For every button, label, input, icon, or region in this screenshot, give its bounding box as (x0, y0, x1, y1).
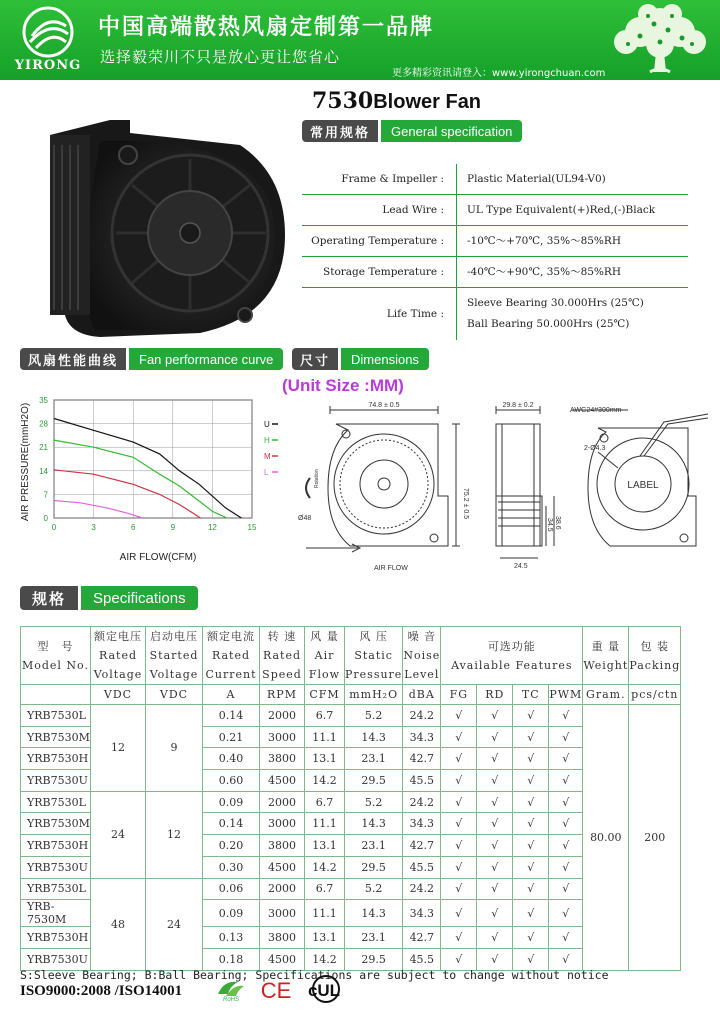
cell-feature-check: √ (441, 748, 477, 770)
dim-hub-label: Ø48 (298, 515, 312, 522)
cell-feature-check: √ (549, 770, 583, 792)
cell-air-flow: 13.1 (305, 927, 345, 949)
cell-rated-speed: 3000 (260, 900, 305, 927)
cell-air-flow: 6.7 (305, 705, 345, 727)
cell-rated-speed: 2000 (260, 791, 305, 813)
specifications-heading (20, 586, 198, 610)
cell-static-pressure: 29.5 (345, 948, 403, 970)
general-spec-heading-en: General specification (381, 120, 522, 142)
cell-feature-check: √ (549, 748, 583, 770)
cell-model: YRB7530U (21, 770, 91, 792)
chart-x-axis-label: AIR FLOW(CFM) (119, 552, 197, 563)
cell-feature-check: √ (441, 705, 477, 727)
cell-feature-check: √ (477, 835, 513, 857)
cell-static-pressure: 14.3 (345, 726, 403, 748)
cell-rated-current: 0.40 (203, 748, 260, 770)
iso-certification: ISO9000:2008 /ISO14001 (20, 983, 183, 999)
spec-value-sleeve: Sleeve Bearing 30.000Hrs (25℃) (467, 297, 644, 309)
cell-rated-current: 0.09 (203, 791, 260, 813)
unit-cell: RPM (260, 685, 305, 705)
cell-rated-voltage: 24 (91, 791, 146, 878)
general-spec-heading-cn: 常用规格 (302, 120, 378, 142)
chart-x-tick-label: 12 (207, 523, 217, 532)
cell-rated-current: 0.14 (203, 813, 260, 835)
cell-feature-check: √ (549, 856, 583, 878)
cell-feature-check: √ (477, 856, 513, 878)
cell-rated-speed: 3800 (260, 835, 305, 857)
chart-grid (54, 400, 252, 518)
cell-air-flow: 13.1 (305, 835, 345, 857)
cell-feature-check: √ (477, 900, 513, 927)
cell-started-voltage: 12 (146, 791, 203, 878)
cell-feature-check: √ (513, 927, 549, 949)
cell-packing: 200 (629, 705, 681, 971)
cell-noise-level: 34.3 (403, 900, 441, 927)
spec-label: Life Time : (302, 288, 457, 340)
cell-feature-check: √ (513, 705, 549, 727)
cell-static-pressure: 5.2 (345, 705, 403, 727)
cell-rated-voltage: 12 (91, 705, 146, 792)
rohs-logo (214, 976, 248, 1002)
cell-feature-check: √ (477, 770, 513, 792)
spec-value-ball: Ball Bearing 50.000Hrs (25℃) (467, 318, 630, 330)
chart-y-tick-label: 35 (39, 396, 48, 405)
cell-feature-check: √ (477, 878, 513, 900)
fan-curve-heading-cn: 风扇性能曲线 (20, 348, 126, 370)
cell-static-pressure: 5.2 (345, 878, 403, 900)
cell-feature-check: √ (513, 856, 549, 878)
cell-static-pressure: 29.5 (345, 856, 403, 878)
cell-air-flow: 6.7 (305, 791, 345, 813)
svg-text:CE: CE (260, 978, 292, 1002)
cell-rated-current: 0.20 (203, 835, 260, 857)
cell-feature-check: √ (441, 948, 477, 970)
cell-model: YRB7530H (21, 748, 91, 770)
cell-noise-level: 34.3 (403, 813, 441, 835)
chart-series-line-L (54, 501, 142, 519)
cell-model: YRB7530L (21, 791, 91, 813)
general-spec-list (302, 164, 688, 340)
chart-y-tick-label: 14 (39, 466, 48, 476)
cell-feature-check: √ (513, 835, 549, 857)
chart-y-axis-label: AIR PRESSURE(mmH2O) (20, 402, 31, 522)
cell-feature-check: √ (549, 927, 583, 949)
general-spec-heading (302, 120, 522, 142)
rotation-label: Rotation (314, 469, 320, 488)
fan-curve-heading (20, 348, 283, 370)
table-header-row (21, 627, 681, 685)
cell-air-flow: 6.7 (305, 878, 345, 900)
chart-legend (264, 420, 278, 477)
unit-cell: Gram. (583, 685, 629, 705)
dim-height-label: 75.2 ± 0.5 (462, 488, 469, 520)
chart-ticks (39, 396, 257, 532)
unit-cell: mmH₂O (345, 685, 403, 705)
header-weight: 重 量 Weight (583, 627, 629, 685)
chart-legend-label: L (264, 468, 269, 477)
cell-static-pressure: 5.2 (345, 791, 403, 813)
cell-rated-speed: 3000 (260, 813, 305, 835)
cell-feature-check: √ (513, 726, 549, 748)
title-product-name: Blower Fan (373, 91, 482, 113)
unit-cell: pcs/ctn (629, 685, 681, 705)
cell-rated-speed: 2000 (260, 705, 305, 727)
spec-row-frame (302, 164, 688, 195)
table-row (21, 878, 681, 900)
cell-feature-check: √ (513, 748, 549, 770)
cell-feature-check: √ (549, 948, 583, 970)
cell-model: YRB7530U (21, 856, 91, 878)
cell-noise-level: 24.2 (403, 878, 441, 900)
yirong-logo-icon (22, 6, 74, 58)
dimension-drawing (288, 398, 718, 574)
svg-text:RoHS: RoHS (222, 997, 240, 1002)
cell-noise-level: 24.2 (403, 705, 441, 727)
cell-weight: 80.00 (583, 705, 629, 971)
blower-fan-photo (40, 115, 290, 340)
cell-rated-speed: 2000 (260, 878, 305, 900)
cell-rated-current: 0.06 (203, 878, 260, 900)
cell-rated-speed: 3800 (260, 748, 305, 770)
spec-label: Operating Temperature : (302, 226, 457, 256)
header-noise-level: 噪 音 Noise Level (403, 627, 441, 685)
chart-x-tick-label: 9 (170, 523, 176, 532)
cell-model: YRB7530U (21, 948, 91, 970)
table-units-row (21, 685, 681, 705)
unit-cell: dBA (403, 685, 441, 705)
dimensions-heading (292, 348, 429, 370)
cell-rated-speed: 4500 (260, 770, 305, 792)
tree-icon (604, 0, 716, 78)
spec-row-storage-temp (302, 257, 688, 288)
cell-feature-check: √ (441, 927, 477, 949)
cell-feature-check: √ (441, 900, 477, 927)
cell-feature-check: √ (549, 705, 583, 727)
chart-legend-label: M (264, 452, 271, 461)
unit-cell: VDC (146, 685, 203, 705)
dim-outlet-w-label: 24.5 (514, 563, 528, 570)
spec-label: Storage Temperature : (302, 257, 457, 287)
cell-model: YRB7530L (21, 878, 91, 900)
cell-feature-check: √ (441, 791, 477, 813)
cell-air-flow: 14.2 (305, 856, 345, 878)
cell-feature-check: √ (477, 927, 513, 949)
spec-row-lead-wire (302, 195, 688, 226)
cell-rated-current: 0.13 (203, 927, 260, 949)
cell-feature-check: √ (513, 770, 549, 792)
cell-static-pressure: 23.1 (345, 835, 403, 857)
cell-model: YRB7530H (21, 927, 91, 949)
cell-noise-level: 45.5 (403, 770, 441, 792)
dim-outlet-h1-label: 34.5 (546, 518, 553, 532)
cell-air-flow: 11.1 (305, 726, 345, 748)
chart-series-line-H (54, 440, 227, 518)
cell-rated-speed: 3800 (260, 927, 305, 949)
dim-outlet-h2-label: 38.6 (554, 516, 561, 530)
cell-model: YRB7530M (21, 813, 91, 835)
cell-noise-level: 34.3 (403, 726, 441, 748)
fan-performance-chart (18, 386, 280, 566)
unit-cell: RD (477, 685, 513, 705)
spec-label: Frame & Impeller : (302, 164, 457, 194)
cell-model: YRB7530L (21, 705, 91, 727)
side-view (496, 406, 554, 558)
spec-value: UL Type Equivalent(+)Red,(-)Black (467, 203, 656, 216)
spec-row-operating-temp (302, 226, 688, 257)
header-rated-voltage: 额定电压 Rated Voltage (91, 627, 146, 685)
cell-feature-check: √ (477, 726, 513, 748)
cell-air-flow: 14.2 (305, 948, 345, 970)
chart-legend-label: U (264, 420, 270, 429)
cell-model: YRB-7530M (21, 900, 91, 927)
cell-rated-current: 0.09 (203, 900, 260, 927)
chart-x-tick-label: 15 (247, 523, 257, 532)
spec-value: Plastic Material(UL94-V0) (467, 172, 606, 185)
header-packing: 包 装 Packing (629, 627, 681, 685)
website-link[interactable]: 更多精彩资讯请登入：www.yirongchuan.com (392, 68, 606, 79)
spec-value (457, 293, 644, 335)
cell-feature-check: √ (441, 770, 477, 792)
cell-feature-check: √ (441, 856, 477, 878)
cell-feature-check: √ (477, 791, 513, 813)
cell-feature-check: √ (549, 791, 583, 813)
chart-y-tick-label: 28 (39, 419, 48, 429)
cell-static-pressure: 29.5 (345, 770, 403, 792)
cell-feature-check: √ (549, 900, 583, 927)
header-rated-speed: 转 速 Rated Speed (260, 627, 305, 685)
chart-plot-frame (54, 400, 252, 518)
table-row (21, 705, 681, 727)
cell-feature-check: √ (513, 791, 549, 813)
cell-rated-current: 0.14 (203, 705, 260, 727)
dim-width-label: 74.8 ± 0.5 (368, 402, 400, 409)
cell-rated-current: 0.60 (203, 770, 260, 792)
label-area: LABEL (627, 480, 659, 491)
unit-size-label: (Unit Size :MM) (282, 376, 404, 395)
header-static-pressure: 风 压 Static Pressure (345, 627, 403, 685)
cell-feature-check: √ (441, 726, 477, 748)
spec-value: -10℃～+70℃, 35%～85%RH (467, 234, 621, 247)
unit-cell: A (203, 685, 260, 705)
cell-feature-check: √ (513, 900, 549, 927)
dim-depth-label: 29.8 ± 0.2 (502, 402, 534, 409)
cell-air-flow: 11.1 (305, 813, 345, 835)
cell-noise-level: 45.5 (403, 856, 441, 878)
cell-feature-check: √ (513, 878, 549, 900)
header-model: 型 号 Model No. (21, 627, 91, 685)
unit-cell: TC (513, 685, 549, 705)
table-body (21, 705, 681, 971)
cell-noise-level: 45.5 (403, 948, 441, 970)
fan-curve-heading-en: Fan performance curve (129, 348, 283, 370)
cell-started-voltage: 24 (146, 878, 203, 970)
unit-cell: VDC (91, 685, 146, 705)
unit-model-empty (21, 685, 91, 705)
cell-started-voltage: 9 (146, 705, 203, 792)
chart-series (54, 419, 241, 519)
product-title (312, 88, 481, 114)
svg-text:cUL: cUL (307, 981, 341, 1000)
back-view (572, 410, 708, 546)
cell-rated-current: 0.18 (203, 948, 260, 970)
cell-feature-check: √ (513, 813, 549, 835)
cell-rated-current: 0.30 (203, 856, 260, 878)
cell-air-flow: 13.1 (305, 748, 345, 770)
specifications-table (20, 626, 681, 971)
specifications-heading-en: Specifications (81, 586, 198, 610)
cell-rated-speed: 4500 (260, 948, 305, 970)
dimensions-heading-en: Dimensions (341, 348, 429, 370)
header-started-voltage: 启动电压 Started Voltage (146, 627, 203, 685)
unit-cell: FG (441, 685, 477, 705)
cell-feature-check: √ (549, 835, 583, 857)
chart-y-tick-label: 0 (43, 514, 48, 523)
chart-legend-label: H (264, 436, 270, 445)
dimensions-heading-cn: 尺寸 (292, 348, 338, 370)
cell-model: YRB7530M (21, 726, 91, 748)
chart-y-tick-label: 21 (39, 443, 48, 453)
cell-rated-voltage: 48 (91, 878, 146, 970)
header-air-flow: 风 量 Air Flow (305, 627, 345, 685)
cell-feature-check: √ (441, 878, 477, 900)
cell-rated-speed: 3000 (260, 726, 305, 748)
unit-cell: CFM (305, 685, 345, 705)
spec-value: -40℃～+90℃, 35%～85%RH (467, 265, 621, 278)
logo-text: YIRONG (14, 58, 82, 73)
cell-feature-check: √ (441, 813, 477, 835)
cell-static-pressure: 23.1 (345, 748, 403, 770)
cell-noise-level: 42.7 (403, 927, 441, 949)
cell-feature-check: √ (477, 948, 513, 970)
slogan-primary: 中国高端散热风扇定制第一品牌 (98, 15, 435, 40)
cell-feature-check: √ (477, 748, 513, 770)
cell-feature-check: √ (441, 835, 477, 857)
cell-rated-current: 0.21 (203, 726, 260, 748)
wire-spec-label: AWG24#300mm (570, 407, 622, 414)
slogan-secondary: 选择毅荣川不只是放心更让您省心 (100, 48, 341, 66)
cell-feature-check: √ (477, 813, 513, 835)
header-rated-current: 额定电流 Rated Current (203, 627, 260, 685)
header-features: 可选功能 Available Features (441, 627, 583, 685)
front-view (306, 406, 460, 552)
cul-logo (300, 974, 348, 1004)
chart-x-tick-label: 0 (51, 523, 57, 532)
cell-static-pressure: 14.3 (345, 900, 403, 927)
cell-noise-level: 24.2 (403, 791, 441, 813)
cell-static-pressure: 23.1 (345, 927, 403, 949)
cell-air-flow: 14.2 (305, 770, 345, 792)
chart-x-tick-label: 6 (130, 523, 136, 532)
cell-feature-check: √ (549, 878, 583, 900)
cell-rated-speed: 4500 (260, 856, 305, 878)
chart-y-tick-label: 7 (43, 490, 48, 500)
cell-feature-check: √ (513, 948, 549, 970)
cell-static-pressure: 14.3 (345, 813, 403, 835)
ce-logo (256, 976, 296, 1002)
cell-feature-check: √ (549, 726, 583, 748)
chart-x-tick-label: 3 (91, 523, 96, 532)
mount-hole-label: 2-Ø4.3 (584, 445, 606, 452)
cell-model: YRB7530H (21, 835, 91, 857)
page-header (0, 0, 720, 80)
specifications-heading-cn: 规格 (20, 586, 78, 610)
cell-feature-check: √ (477, 705, 513, 727)
chart-series-line-M (54, 470, 201, 518)
spec-row-life-time (302, 288, 688, 340)
footnote: S:Sleeve Bearing; B:Ball Bearing; Specifications are subject to change without notice (20, 968, 609, 982)
table-row (21, 791, 681, 813)
cell-feature-check: √ (549, 813, 583, 835)
cell-noise-level: 42.7 (403, 835, 441, 857)
cell-air-flow: 11.1 (305, 900, 345, 927)
cell-noise-level: 42.7 (403, 748, 441, 770)
title-model-number: 7530 (312, 88, 374, 114)
spec-label: Lead Wire : (302, 195, 457, 225)
airflow-label: AIR FLOW (374, 565, 408, 572)
unit-cell: PWM (549, 685, 583, 705)
